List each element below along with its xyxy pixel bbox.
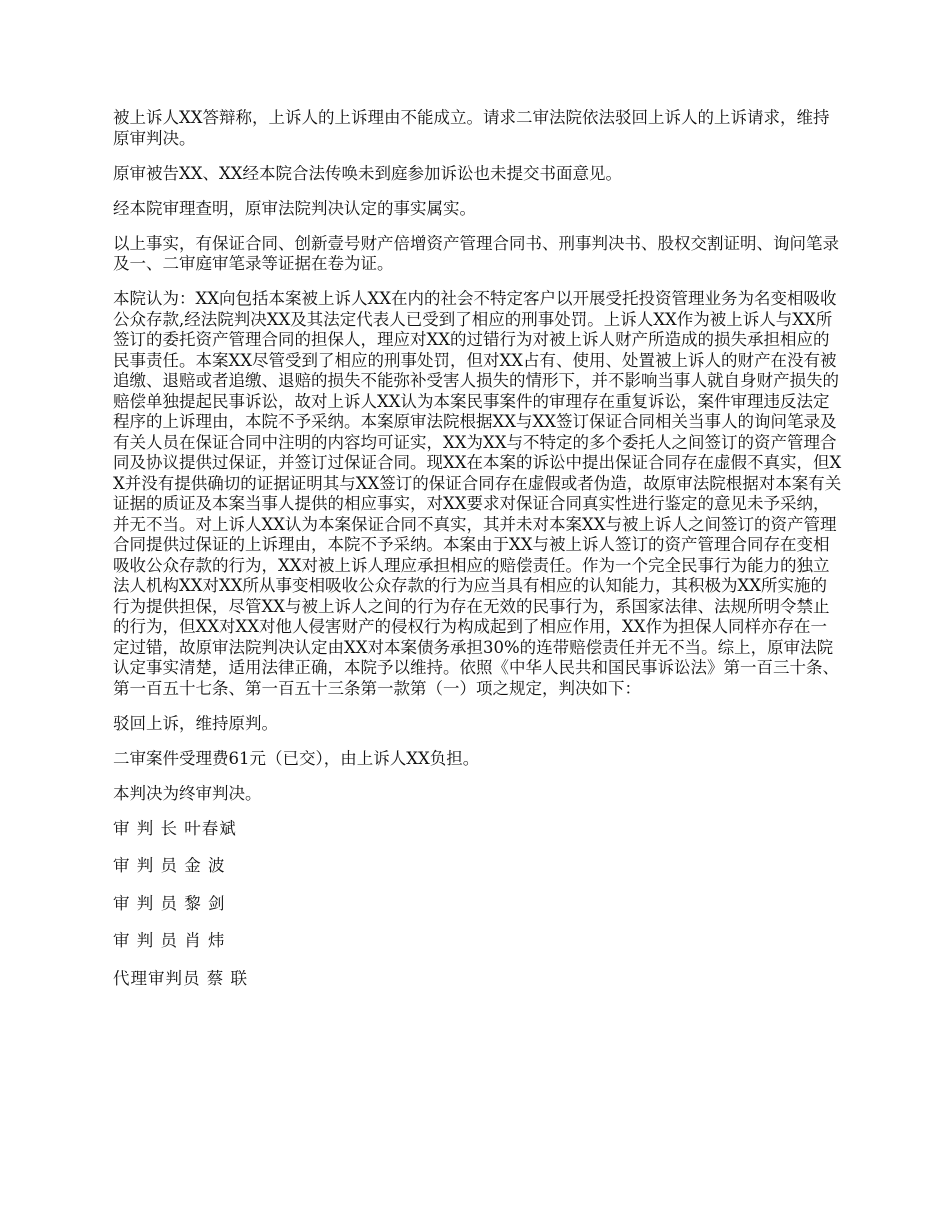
paragraph-final-judgment: 本判决为终审判决。	[113, 783, 262, 803]
paragraph-evidence: 以上事实，有保证合同、创新壹号财产倍增资产管理合同书、刑事判决书、股权交割证明、询问笔录及一、二审庭审笔录等证据在卷为证。	[113, 233, 839, 273]
signature-acting-judge: 代理审判员 蔡 联	[113, 968, 248, 988]
paragraph-ruling: 驳回上诉，维持原判。	[113, 713, 278, 733]
paragraph-court-opinion: 本院认为：XX向包括本案被上诉人XX在内的社会不特定客户以开展受托投资管理业务为名变相吸收公众存款,经法院判决XX及其法定代表人已受到了相应的刑事处罚。上诉人XX作为被上诉人与XX所签订的委托资产管理合同的担保人，理应对XX的过错行为对被上诉人财产所造成的损失承担相应的民事责任。本案XX尽管受到了相应的刑事处罚，但对XX占有、使用、处置被上诉人的财产在没有被追缴、退赔或者追缴、退赔的损失不能弥补受害人损失的情形下，并不影响当事人就自身财产损失的赔偿单独提起民事诉讼，故对上诉人XX认为本案民事案件的审理存在重复诉讼，案件审理违反法定程序的上诉理由，本院不予采纳。本案原审法院根据XX与XX签订保证合同相关当事人的询问笔录及有关人员在保证合同中注明的内容均可证实，XX为XX与不特定的多个委托人之间签订的资产管理合同及协议提供过保证，并签订过保证合同。现XX在本案的诉讼中提出保证合同存在虚假不真实，但XX并没有提供确切的证据证明其与XX签订的保证合同存在虚假或者伪造，故原审法院根据对本案有关证据的质证及本案当事人提供的相应事实，对XX要求对保证合同真实性进行鉴定的意见未予采纳，并无不当。对上诉人XX认为本案保证合同不真实，其并未对本案XX与被上诉人之间签订的资产管理合同提供过保证的上诉理由，本院不予采纳。本案由于XX与被上诉人签订的资产管理合同存在变相吸收公众存款的行为，XX对被上诉人理应承担相应的赔偿责任。作为一个完全民事行为能力的独立法人机构XX对XX所从事变相吸收公众存款的行为应当具有相应的认知能力，其积极为XX所实施的行为提供担保，尽管XX与被上诉人之间的行为存在无效的民事行为，系国家法律、法规所明令禁止的行为，但XX对XX对他人侵害财产的侵权行为构成起到了相应作用，XX作为担保人同样亦存在一定过错，故原审法院判决认定由XX对本案债务承担30%的连带赔偿责任并无不当。综上，原审法院认定事实清楚，适用法律正确，本院予以维持。依照《中华人民共和国民事诉讼法》第一百三十条、第一百五十七条、第一百五十三条第一款第（一）项之规定，判决如下：	[113, 289, 842, 698]
signature-presiding-judge: 审 判 长 叶春斌	[113, 818, 237, 838]
paragraph-fee: 二审案件受理费61元（已交），由上诉人XX负担。	[113, 748, 480, 768]
signature-judge-1: 审 判 员 金 波	[113, 856, 226, 875]
paragraph-defendants-absent: 原审被告XX、XX经本院合法传唤未到庭参加诉讼也未提交书面意见。	[113, 163, 622, 183]
paragraph-facts-found: 经本院审理查明，原审法院判决认定的事实属实。	[113, 198, 476, 218]
signature-judge-2: 审 判 员 黎 剑	[113, 893, 226, 913]
signature-block	[113, 819, 843, 990]
judgment-document-page	[113, 108, 843, 1006]
paragraph-respondent-reply: 被上诉人XX答辩称，上诉人的上诉理由不能成立。请求二审法院依法驳回上诉人的上诉请求，维持原审判决。	[113, 108, 830, 148]
signature-judge-3: 审 判 员 肖 炜	[113, 931, 226, 950]
